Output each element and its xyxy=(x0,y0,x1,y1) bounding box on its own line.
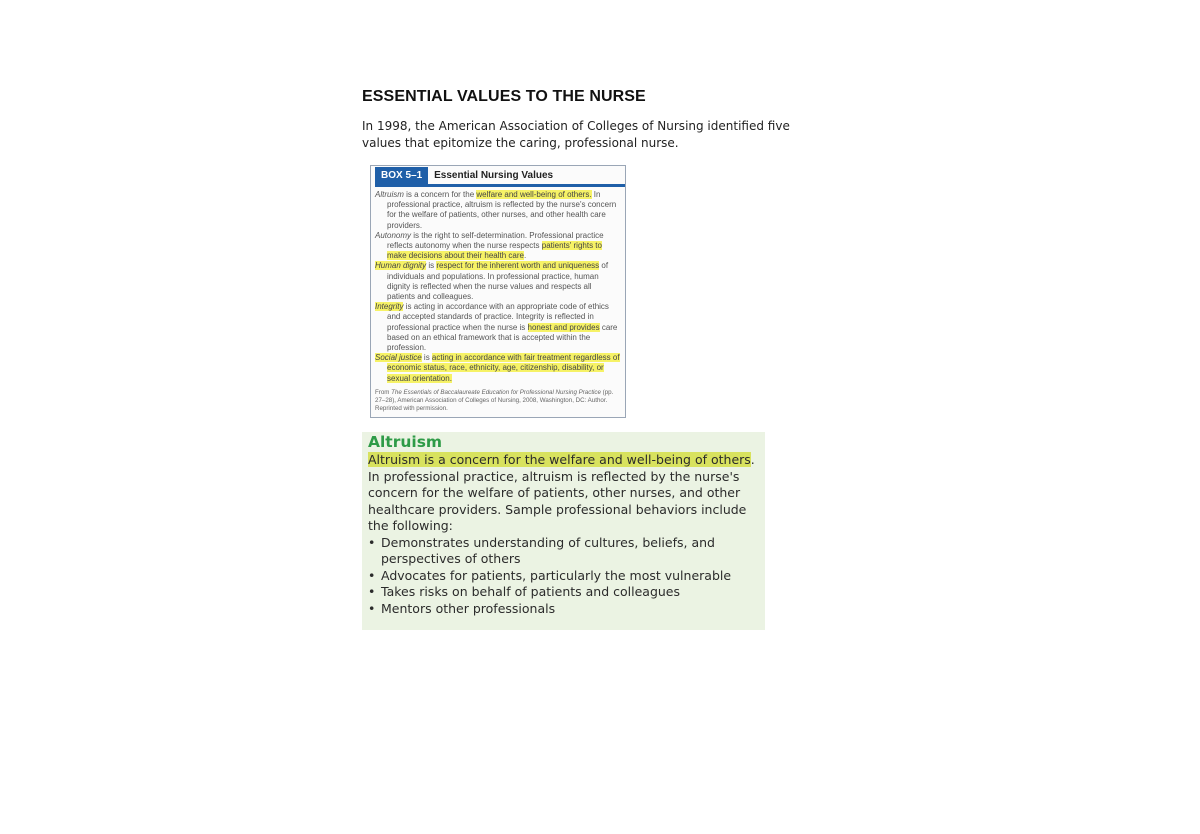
value-entry-human-dignity xyxy=(375,261,621,302)
box-tag: BOX 5–1 xyxy=(375,167,428,184)
professional-behaviors-list xyxy=(368,535,759,618)
box-body xyxy=(375,190,621,419)
value-text: is a concern for the xyxy=(403,190,477,199)
value-text: care based on an ethical framework that is accepted within the profession. xyxy=(387,322,618,353)
citation-prefix: From xyxy=(375,388,392,396)
bullet-icon: • xyxy=(368,600,376,616)
list-item xyxy=(368,601,759,618)
value-term: Autonomy xyxy=(375,230,412,240)
value-text: is xyxy=(421,353,432,363)
altruism-description: In professional practice, altruism is reflected by the nurse's concern for the welfare of patients, other nurses, and other healthcare providers. Sample professional behaviors include the following: xyxy=(368,468,747,533)
box-source-citation xyxy=(375,389,621,413)
box-divider xyxy=(375,184,625,187)
altruism-panel xyxy=(362,432,765,630)
citation-rest: (pp. 27–28), American Association of Colleges of Nursing, 2008, Washington, DC: Author. Reprinted with permission. xyxy=(375,388,614,412)
value-entry-integrity xyxy=(375,302,621,353)
intro-paragraph: In 1998, the American Association of Colleges of Nursing identified five values that epitomize the caring, professional nurse. xyxy=(362,119,790,150)
altruism-definition xyxy=(368,452,759,469)
value-entry-social-justice xyxy=(375,353,621,384)
list-item-text: Advocates for patients, particularly the most vulnerable xyxy=(381,567,732,583)
altruism-title: Altruism xyxy=(368,433,443,451)
value-term: Altruism xyxy=(375,190,404,199)
value-highlight: honest and provides xyxy=(527,322,600,332)
value-term: Social justice xyxy=(375,353,422,363)
value-text: of individuals and populations. In professional practice, human dignity is reflected when the nurse values and respects all patients and colleagues. xyxy=(387,261,609,302)
value-text: . xyxy=(523,251,527,261)
bullet-icon: • xyxy=(368,584,376,599)
value-text: In professional practice, altruism is reflected by the nurse's concern for the welfare of patients, other nurses, and other health care providers. xyxy=(387,190,617,230)
value-highlight: patients' rights to make decisions about their health care xyxy=(387,241,602,261)
bullet-icon: • xyxy=(368,567,376,583)
box-header xyxy=(375,167,553,184)
value-entry-altruism xyxy=(375,190,621,231)
value-entry-autonomy xyxy=(375,231,621,262)
list-item-text: Takes risks on behalf of patients and colleagues xyxy=(381,584,680,599)
bullet-icon: • xyxy=(368,534,376,550)
citation-title: The Essentials of Baccalaureate Education for Professional Nursing Practice xyxy=(391,388,601,396)
value-highlight: welfare and well-being of others. xyxy=(476,190,592,199)
list-item xyxy=(368,584,759,601)
value-term: Human dignity xyxy=(375,261,427,271)
value-text: is acting in accordance with an appropriate code of ethics and accepted standards of practice. Integrity is reflected in professional practice when the nurse is xyxy=(387,302,609,332)
value-text: is xyxy=(426,261,437,271)
value-term: Integrity xyxy=(375,302,404,312)
list-item xyxy=(368,568,759,585)
list-item-text: Mentors other professionals xyxy=(381,600,556,616)
value-highlight: respect for the inherent worth and uniqueness xyxy=(436,261,600,271)
list-item xyxy=(368,535,759,568)
altruism-definition-end: . xyxy=(750,452,755,467)
altruism-definition-highlight: Altruism is a concern for the welfare and well-being of others xyxy=(368,452,751,467)
value-text: is the right to self-determination. Professional practice reflects autonomy when the nurse respects xyxy=(387,230,604,251)
value-highlight: acting in accordance with fair treatment regardless of economic status, race, ethnicity, age, citizenship, disability, or sexual orientation. xyxy=(387,353,620,383)
essential-nursing-values-box xyxy=(370,165,626,418)
page-title: ESSENTIAL VALUES TO THE NURSE xyxy=(362,88,646,105)
box-heading: Essential Nursing Values xyxy=(434,170,554,181)
list-item-text: Demonstrates understanding of cultures, beliefs, and perspectives of others xyxy=(381,534,715,566)
